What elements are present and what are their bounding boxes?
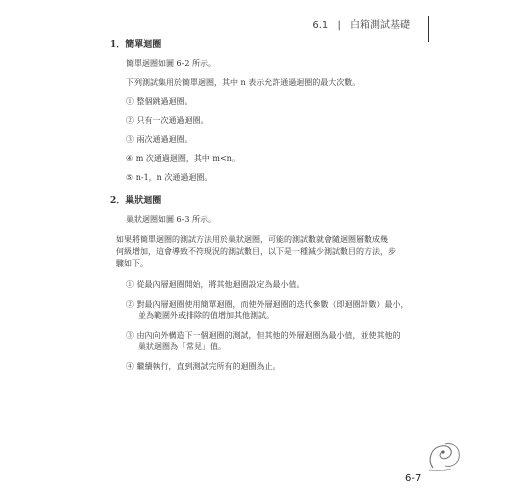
header-vertical-rule <box>428 16 429 42</box>
list-item: ⑤ n-1，n 次通過迴圈。 <box>126 173 213 182</box>
list-item-line: ④ 繼續執行，直到測試完所有的迴圈為止。 <box>126 362 281 371</box>
list-item: ① 整個跳過迴圈。 <box>126 97 193 106</box>
list-item <box>126 279 420 290</box>
list-item-line: ③ 由內向外構造下一個迴圈的測試，但其他的外層迴圈為最小值，並使其他的 <box>126 331 401 340</box>
page-body <box>110 40 420 381</box>
decorative-swirl-illustration <box>425 438 465 472</box>
list-item: ③ 兩次通過迴圈。 <box>126 135 193 144</box>
header-separator: | <box>337 20 341 31</box>
header-section-number: 6.1 <box>312 20 329 31</box>
paragraph-line: 驟如下。 <box>116 259 148 268</box>
list-item <box>126 299 420 321</box>
page-number: 6-7 <box>405 473 422 484</box>
paragraph-line: 如果將簡單迴圈的測試方法用於巢狀迴圈，可能的測試數就會隨迴圈層數成幾 <box>116 235 388 244</box>
list-item-continuation: 並為範圍外或排除的值增加其他測試。 <box>138 311 274 320</box>
header-section-title: 白箱測試基礎 <box>350 20 410 31</box>
nested-loop-intro: 巢狀迴圈如圖 6-3 所示。 <box>126 215 216 224</box>
paragraph-line: 何級增加，這會導致不符現況的測試數目，以下是一種減少測試數目的方法，步 <box>116 247 396 256</box>
list-item-line: ① 從最內層迴圈開始，將其他迴圈設定為最小值。 <box>126 280 305 289</box>
list-item-line: ② 對最內層迴圈使用簡單迴圈，而使外層迴圈的迭代參數（即迴圈計數）最小， <box>126 300 409 309</box>
list-item-continuation: 巢狀迴圈為「常見」值。 <box>138 342 226 351</box>
list-item <box>126 330 420 352</box>
section-title-nested-loop: 2．巢狀迴圈 <box>110 196 162 206</box>
list-item: ② 只有一次通過迴圈。 <box>126 116 209 125</box>
section-title-simple-loop: 1．簡單迴圈 <box>110 40 162 50</box>
running-header <box>312 16 410 31</box>
list-item: ④ m 次通過迴圈，其中 m<n。 <box>126 154 240 163</box>
list-item <box>126 361 420 372</box>
nested-loop-paragraph <box>116 234 420 270</box>
simple-loop-description: 下列測試集用於簡單迴圈，其中 n 表示允許通過迴圈的最大次數。 <box>126 78 361 87</box>
simple-loop-intro: 簡單迴圈如圖 6-2 所示。 <box>126 59 216 68</box>
